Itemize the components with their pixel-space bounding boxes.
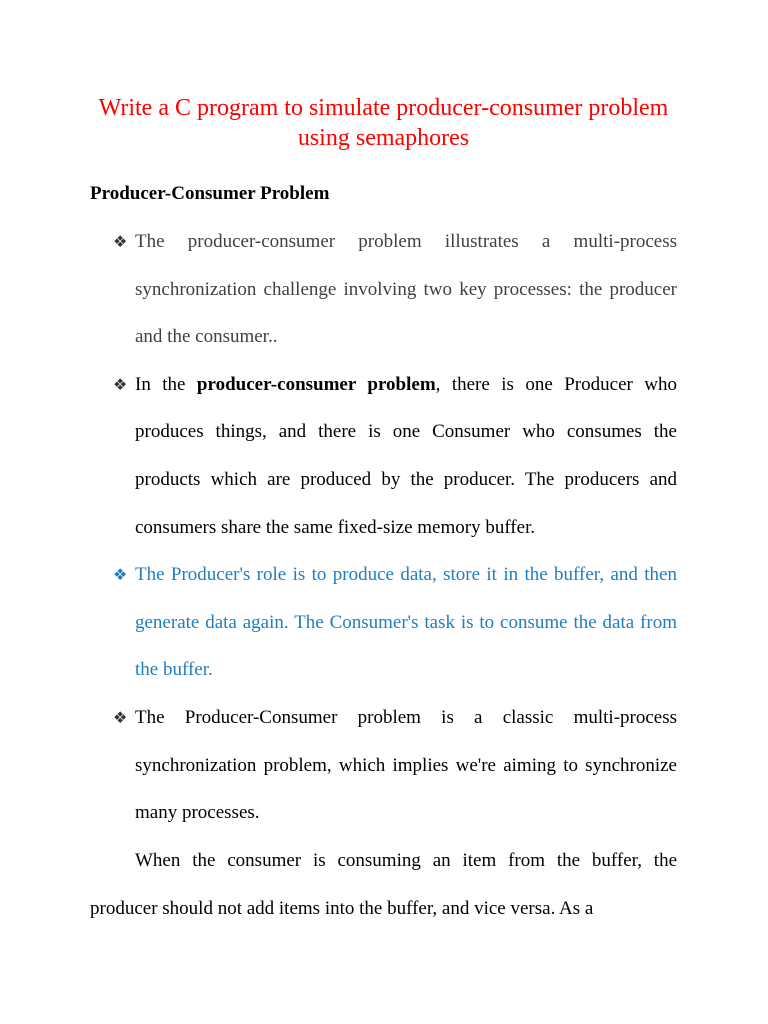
- diamond-bullet-icon: ❖: [113, 232, 128, 251]
- bullet-bold-term: producer-consumer problem: [196, 373, 436, 395]
- bullet-item-roles: [113, 551, 677, 694]
- bullet-text-suffix: , there is one Producer who produces things, and there is one Consumer who consumes the products which are produced by the producer. The producers and consumers share the same fixed-size memory buffer.: [135, 373, 677, 538]
- bullet-text: The Producer-Consumer problem is a classic multi-process synchronization problem, which implies we're aiming to synchronize many processes.: [135, 706, 677, 824]
- bullet-item-classic-problem: [113, 694, 677, 837]
- bullet-item-definition: [113, 218, 677, 361]
- bullet-text: The Producer's role is to produce data, store it in the buffer, and then generate data again. The Consumer's task is to consume the data from the buffer.: [135, 564, 677, 681]
- diamond-bullet-icon: ❖: [113, 374, 128, 394]
- bullet-text: The producer-consumer problem illustrates a multi-process synchronization challenge involving two key processes: the producer and the consumer..: [135, 231, 677, 348]
- body-paragraph: When the consumer is consuming an item from the buffer, the producer should not add items into the buffer, and vice versa. As a: [90, 850, 677, 919]
- document-title: Write a C program to simulate producer-consumer problem using semaphores: [98, 95, 669, 151]
- bullet-item-producer-consumer: [113, 361, 677, 551]
- bullet-text-prefix: In the: [135, 373, 197, 395]
- section-heading: Producer-Consumer Problem: [90, 183, 330, 204]
- bullet-list: [113, 218, 677, 837]
- diamond-bullet-icon: ❖: [113, 565, 128, 585]
- diamond-bullet-icon: ❖: [113, 707, 128, 727]
